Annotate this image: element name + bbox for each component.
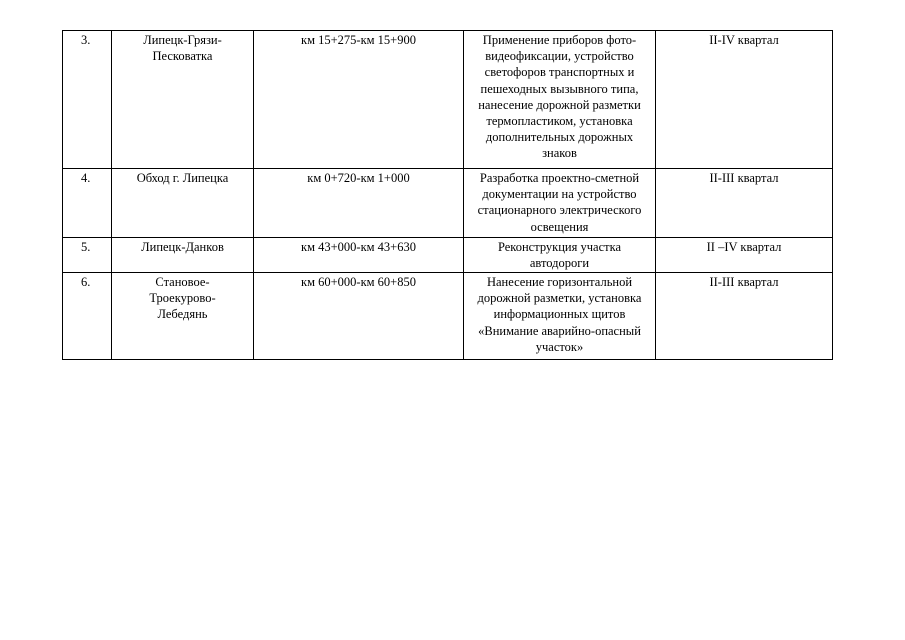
- period: II-III квартал: [656, 273, 833, 360]
- road-name: Обход г. Липецка: [112, 169, 254, 238]
- road-name: Липецк-Грязи-Песковатка: [112, 31, 254, 169]
- period: II –IV квартал: [656, 238, 833, 273]
- table-row: [63, 238, 833, 273]
- period: II-III квартал: [656, 169, 833, 238]
- row-number: 3.: [63, 31, 112, 169]
- km-range: км 15+275-км 15+900: [254, 31, 464, 169]
- work-description: Применение приборов фото-видеофиксации, устройство светофоров транспортных и пешеходных вызывного типа, нанесение дорожной разметки термопластиком, установка дополнительных дорожных знаков: [464, 31, 656, 169]
- road-works-table: [62, 30, 833, 360]
- work-description: Нанесение горизонтальной дорожной разметки, установка информационных щитов «Внимание аварийно-опасный участок»: [464, 273, 656, 360]
- table-row: [63, 169, 833, 238]
- km-range: км 0+720-км 1+000: [254, 169, 464, 238]
- road-name: Становое-Троекурово-Лебедянь: [112, 273, 254, 360]
- table-row: [63, 31, 833, 169]
- km-range: км 43+000-км 43+630: [254, 238, 464, 273]
- work-description: Реконструкция участка автодороги: [464, 238, 656, 273]
- period: II-IV квартал: [656, 31, 833, 169]
- work-description: Разработка проектно-сметной документации на устройство стационарного электрического освещения: [464, 169, 656, 238]
- road-name: Липецк-Данков: [112, 238, 254, 273]
- km-range: км 60+000-км 60+850: [254, 273, 464, 360]
- row-number: 4.: [63, 169, 112, 238]
- row-number: 6.: [63, 273, 112, 360]
- row-number: 5.: [63, 238, 112, 273]
- table-row: [63, 273, 833, 360]
